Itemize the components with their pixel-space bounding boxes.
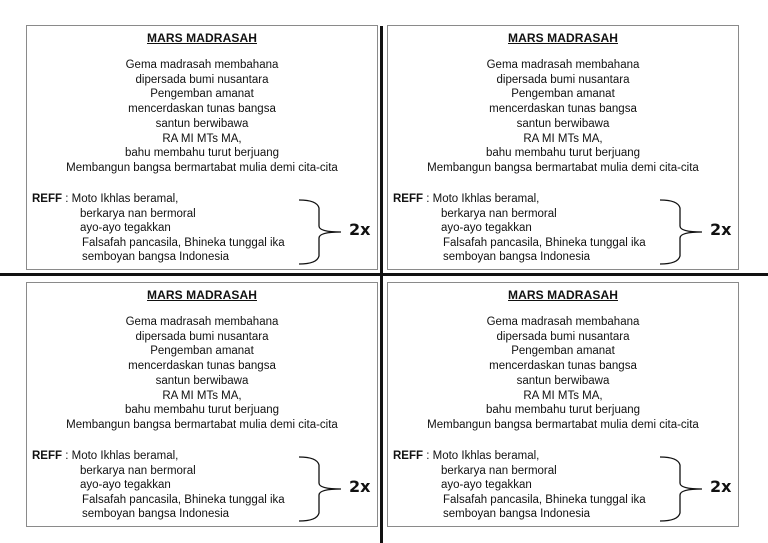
verse-line: bahu membahu turut berjuang <box>124 404 280 417</box>
verse-line: Gema madrasah membahana <box>486 316 640 328</box>
verse-block <box>27 58 377 176</box>
reff-line: semboyan bangsa Indonesia <box>443 251 591 264</box>
reff-line: berkarya nan bermoral <box>80 207 196 220</box>
verse-line: dipersada bumi nusantara <box>496 73 630 86</box>
reff-block <box>32 449 332 522</box>
verse-block <box>388 315 738 433</box>
verse-line: Membangun bangsa bermartabat mulia demi cita-cita <box>427 161 699 174</box>
lyric-card <box>387 282 739 527</box>
verse-line: Gema madrasah membahana <box>486 59 640 71</box>
reff-line: : Moto Ikhlas beramal, <box>65 193 179 205</box>
reff-line: ayo-ayo tegakkan <box>441 479 532 492</box>
verse-line: Pengemban amanat <box>511 345 615 358</box>
verse-line: Gema madrasah membahana <box>125 316 279 328</box>
reff-label: REFF <box>32 450 63 462</box>
reff-line: semboyan bangsa Indonesia <box>82 251 230 264</box>
verse-line: RA MI MTs MA, <box>162 132 242 145</box>
verse-line: mencerdaskan tunas bangsa <box>489 360 637 373</box>
reff-line: berkarya nan bermoral <box>441 464 557 477</box>
reff-label: REFF <box>393 450 424 462</box>
reff-line: Falsafah pancasila, Bhineka tunggal ika <box>82 236 285 249</box>
reff-line: ayo-ayo tegakkan <box>80 222 171 235</box>
curly-brace-icon <box>658 198 706 266</box>
curly-brace-icon <box>297 455 345 523</box>
verse-line: Membangun bangsa bermartabat mulia demi cita-cita <box>427 418 699 431</box>
reff-line: semboyan bangsa Indonesia <box>82 508 230 521</box>
verse-line: dipersada bumi nusantara <box>496 330 630 343</box>
song-title: MARS MADRASAH <box>508 31 618 45</box>
reff-line: berkarya nan bermoral <box>441 207 557 220</box>
verse-line: RA MI MTs MA, <box>162 389 242 402</box>
repeat-marker: 2x <box>710 477 732 496</box>
verse-line: Membangun bangsa bermartabat mulia demi cita-cita <box>66 161 338 174</box>
repeat-marker: 2x <box>710 220 732 239</box>
verse-line: Pengemban amanat <box>150 345 254 358</box>
reff-line: Falsafah pancasila, Bhineka tunggal ika <box>82 493 285 506</box>
reff-block <box>393 449 693 522</box>
verse-block <box>388 58 738 176</box>
reff-line: : Moto Ikhlas beramal, <box>426 450 540 462</box>
verse-line: dipersada bumi nusantara <box>135 73 269 86</box>
lyric-card <box>26 25 378 270</box>
vertical-cut-line <box>380 26 383 543</box>
song-title: MARS MADRASAH <box>508 288 618 302</box>
verse-line: Gema madrasah membahana <box>125 59 279 71</box>
reff-line: : Moto Ikhlas beramal, <box>65 450 179 462</box>
verse-line: mencerdaskan tunas bangsa <box>489 103 637 116</box>
verse-line: bahu membahu turut berjuang <box>485 404 641 417</box>
reff-line: : Moto Ikhlas beramal, <box>426 193 540 205</box>
verse-line: RA MI MTs MA, <box>523 389 603 402</box>
reff-block <box>393 192 693 265</box>
verse-line: santun berwibawa <box>155 117 249 130</box>
curly-brace-icon <box>297 198 345 266</box>
reff-label: REFF <box>393 193 424 205</box>
reff-block <box>32 192 332 265</box>
horizontal-cut-line <box>0 273 768 276</box>
verse-line: santun berwibawa <box>516 374 610 387</box>
reff-label: REFF <box>32 193 63 205</box>
repeat-marker: 2x <box>349 477 371 496</box>
verse-line: bahu membahu turut berjuang <box>485 147 641 160</box>
reff-line: Falsafah pancasila, Bhineka tunggal ika <box>443 493 646 506</box>
reff-line: semboyan bangsa Indonesia <box>443 508 591 521</box>
song-title: MARS MADRASAH <box>147 31 257 45</box>
repeat-marker: 2x <box>349 220 371 239</box>
reff-line: Falsafah pancasila, Bhineka tunggal ika <box>443 236 646 249</box>
curly-brace-icon <box>658 455 706 523</box>
verse-line: Pengemban amanat <box>511 88 615 101</box>
lyric-card <box>387 25 739 270</box>
verse-line: mencerdaskan tunas bangsa <box>128 360 276 373</box>
verse-line: dipersada bumi nusantara <box>135 330 269 343</box>
verse-line: RA MI MTs MA, <box>523 132 603 145</box>
lyric-card <box>26 282 378 527</box>
verse-line: Pengemban amanat <box>150 88 254 101</box>
verse-line: santun berwibawa <box>155 374 249 387</box>
verse-line: bahu membahu turut berjuang <box>124 147 280 160</box>
song-title: MARS MADRASAH <box>147 288 257 302</box>
reff-line: ayo-ayo tegakkan <box>441 222 532 235</box>
verse-line: Membangun bangsa bermartabat mulia demi cita-cita <box>66 418 338 431</box>
verse-line: mencerdaskan tunas bangsa <box>128 103 276 116</box>
verse-block <box>27 315 377 433</box>
verse-line: santun berwibawa <box>516 117 610 130</box>
reff-line: berkarya nan bermoral <box>80 464 196 477</box>
reff-line: ayo-ayo tegakkan <box>80 479 171 492</box>
